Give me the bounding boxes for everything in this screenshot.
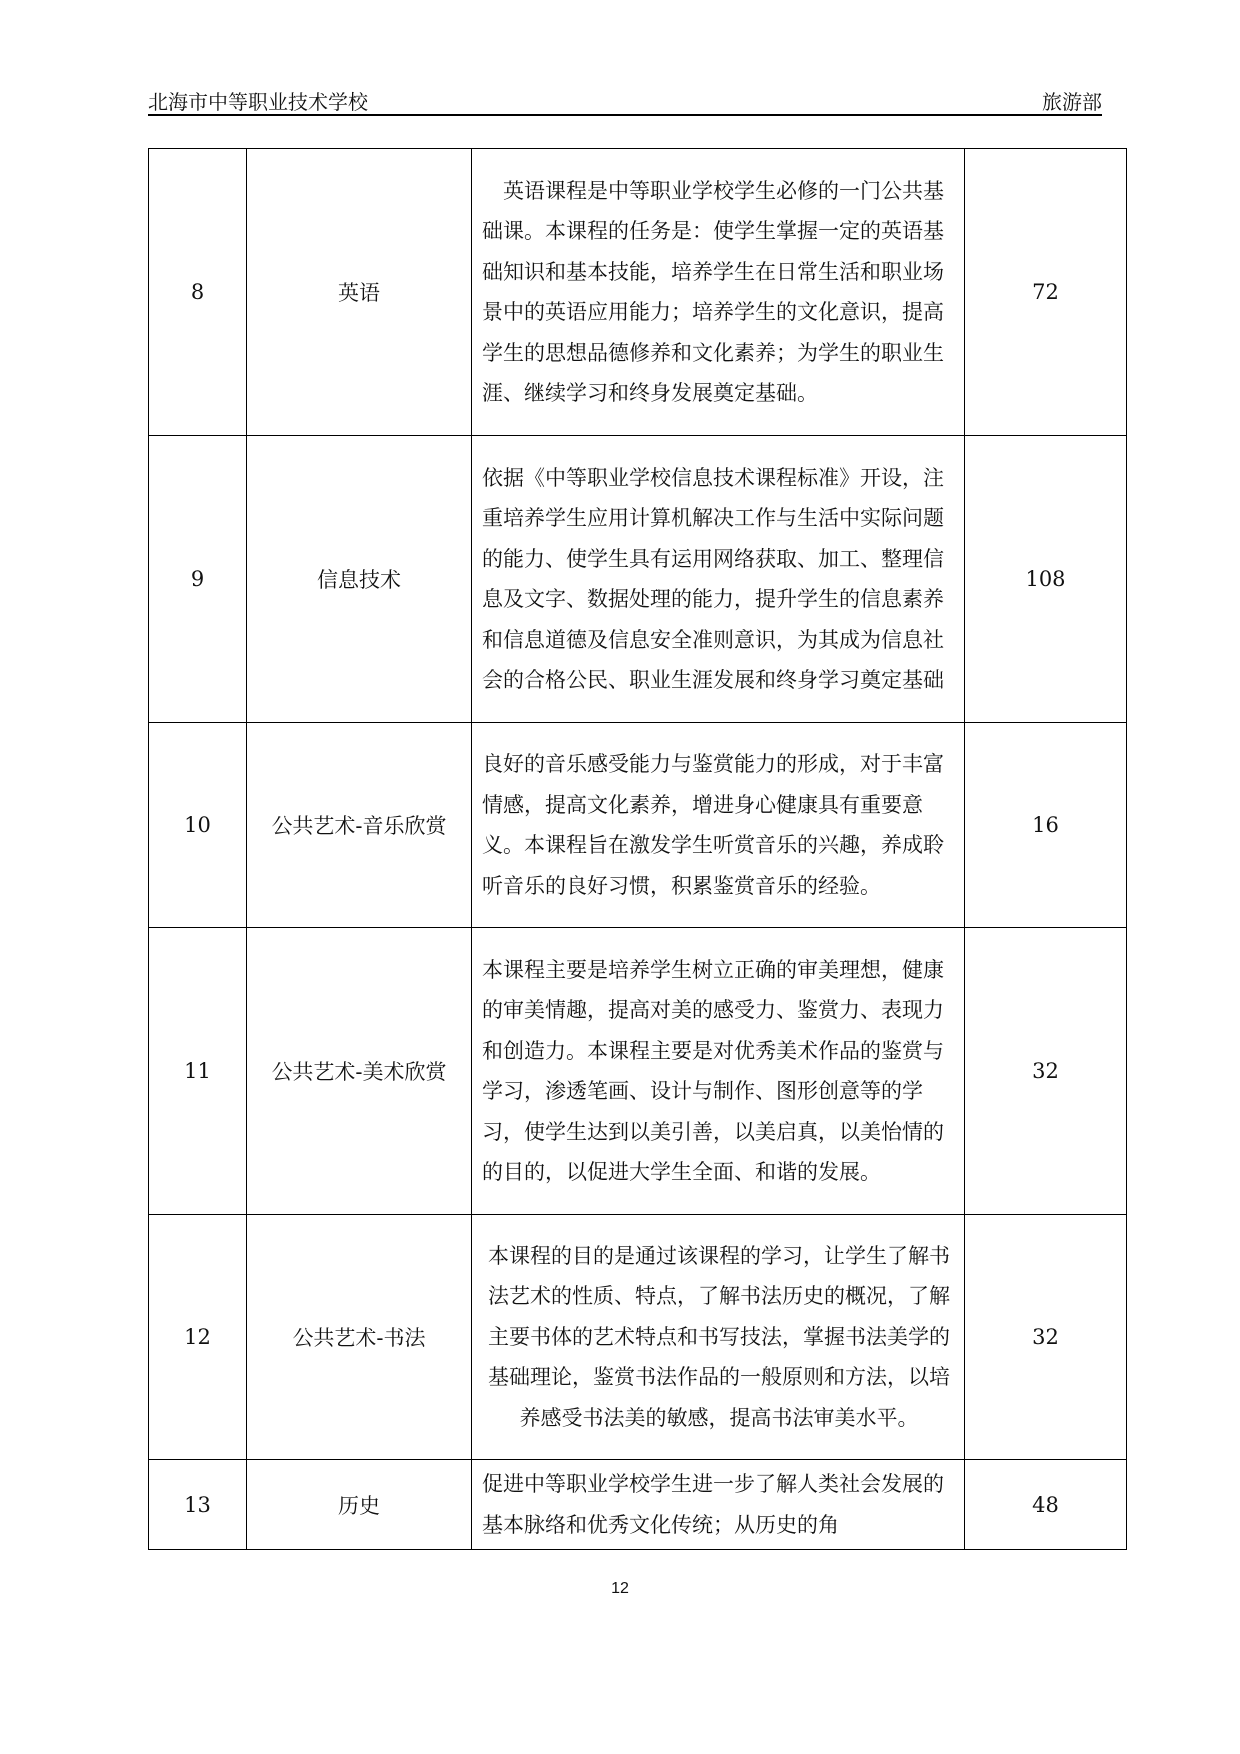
table-row <box>149 436 1127 723</box>
course-hours: 16 <box>965 723 1127 928</box>
table-row <box>149 1215 1127 1460</box>
course-hours: 32 <box>965 928 1127 1215</box>
course-number: 9 <box>149 436 247 723</box>
course-description: 促进中等职业学校学生进一步了解人类社会发展的基本脉络和优秀文化传统；从历史的角 <box>472 1460 965 1550</box>
course-description: 英语课程是中等职业学校学生必修的一门公共基础课。本课程的任务是：使学生掌握一定的英语基础知识和基本技能，培养学生在日常生活和职业场景中的英语应用能力；培养学生的文化意识，提高学生的思想品德修养和文化素养；为学生的职业生涯、继续学习和终身发展奠定基础。 <box>472 149 965 436</box>
course-number: 10 <box>149 723 247 928</box>
course-hours: 108 <box>965 436 1127 723</box>
table-row <box>149 149 1127 436</box>
course-number: 12 <box>149 1215 247 1460</box>
page-number: 12 <box>611 1580 629 1597</box>
course-table <box>148 148 1127 1550</box>
course-name: 信息技术 <box>247 436 472 723</box>
course-description: 良好的音乐感受能力与鉴赏能力的形成，对于丰富情感，提高文化素养，增进身心健康具有重要意义。本课程旨在激发学生听赏音乐的兴趣，养成聆听音乐的良好习惯，积累鉴赏音乐的经验。 <box>472 723 965 928</box>
course-hours: 48 <box>965 1460 1127 1550</box>
course-name: 公共艺术-音乐欣赏 <box>247 723 472 928</box>
table-row <box>149 723 1127 928</box>
course-hours: 72 <box>965 149 1127 436</box>
course-description: 依据《中等职业学校信息技术课程标准》开设，注重培养学生应用计算机解决工作与生活中实际问题的能力、使学生具有运用网络获取、加工、整理信息及文字、数据处理的能力，提升学生的信息素养和信息道德及信息安全准则意识，为其成为信息社会的合格公民、职业生涯发展和终身学习奠定基础 <box>472 436 965 723</box>
course-description: 本课程的目的是通过该课程的学习，让学生了解书法艺术的性质、特点，了解书法历史的概况，了解主要书体的艺术特点和书写技法，掌握书法美学的基础理论，鉴赏书法作品的一般原则和方法，以培养感受书法美的敏感，提高书法审美水平。 <box>472 1215 965 1460</box>
course-hours: 32 <box>965 1215 1127 1460</box>
school-name: 北海市中等职业技术学校 <box>148 90 368 114</box>
course-number: 8 <box>149 149 247 436</box>
department-name: 旅游部 <box>1042 90 1102 114</box>
course-number: 13 <box>149 1460 247 1550</box>
course-description: 本课程主要是培养学生树立正确的审美理想，健康的审美情趣，提高对美的感受力、鉴赏力、表现力和创造力。本课程主要是对优秀美术作品的鉴赏与学习，渗透笔画、设计与制作、图形创意等的学习，使学生达到以美引善，以美启真，以美怡情的的目的，以促进大学生全面、和谐的发展。 <box>472 928 965 1215</box>
course-name: 历史 <box>247 1460 472 1550</box>
course-name: 英语 <box>247 149 472 436</box>
table-row <box>149 928 1127 1215</box>
course-name: 公共艺术-书法 <box>247 1215 472 1460</box>
course-number: 11 <box>149 928 247 1215</box>
page-header <box>148 86 1102 116</box>
course-name: 公共艺术-美术欣赏 <box>247 928 472 1215</box>
table-row <box>149 1460 1127 1550</box>
